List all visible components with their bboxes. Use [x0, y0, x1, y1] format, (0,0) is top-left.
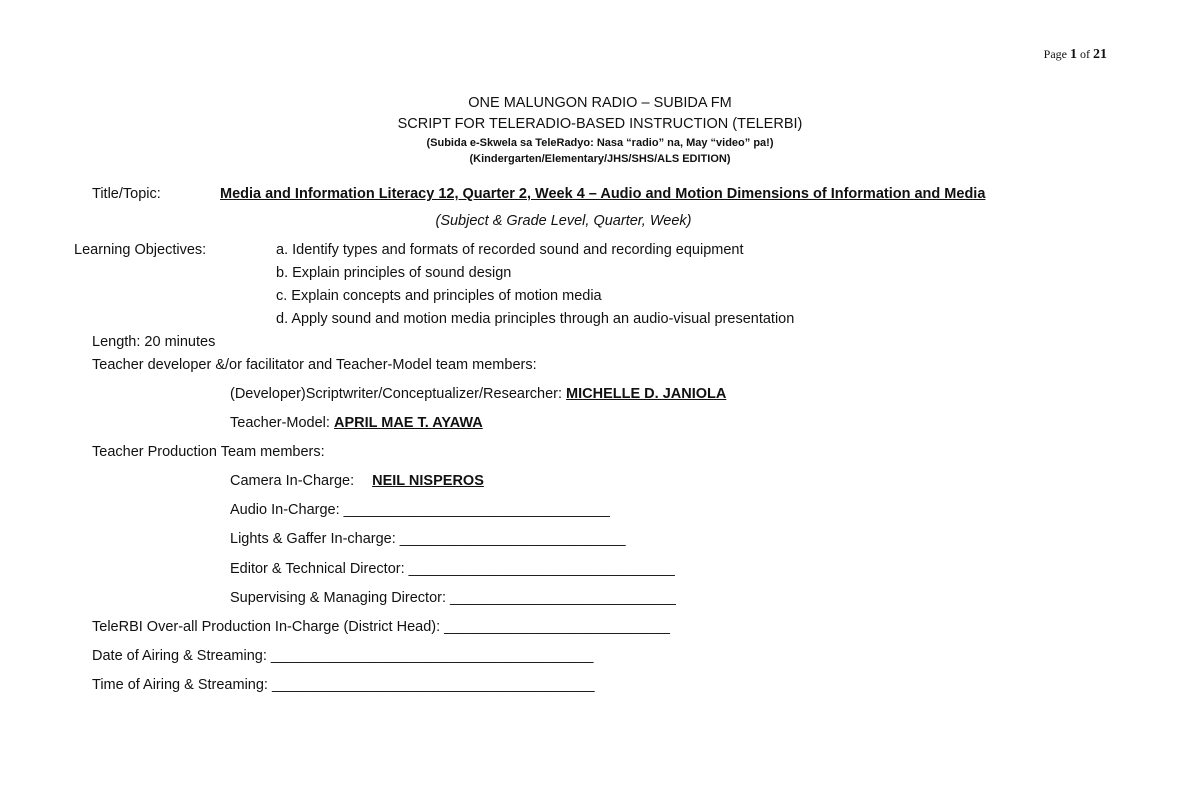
page-of-label: of: [1080, 47, 1090, 61]
page-total: 21: [1093, 47, 1107, 62]
team-heading: Teacher developer &/or facilitator and Teacher-Model team members:: [92, 357, 537, 373]
production-heading: Teacher Production Team members:: [92, 444, 325, 460]
supervising-director: Supervising & Managing Director: ____________________________: [230, 590, 676, 606]
objective-a: a. Identify types and formats of recorded sound and recording equipment: [276, 242, 744, 258]
time-airing: Time of Airing & Streaming: ________________________________________: [92, 677, 595, 693]
station-name: ONE MALUNGON RADIO – SUBIDA FM: [468, 95, 732, 111]
title-label: Title/Topic:: [92, 186, 161, 202]
objective-c: c. Explain concepts and principles of motion media: [276, 288, 602, 304]
editor-director: Editor & Technical Director: _________________________________: [230, 561, 675, 577]
document-header: [0, 93, 1200, 167]
teacher-model-name: APRIL MAE T. AYAWA: [333, 415, 483, 431]
camera-line: [230, 473, 484, 489]
developer-label: (Developer)Scriptwriter/Conceptualizer/Researcher:: [230, 386, 567, 402]
camera-label: Camera In-Charge:: [230, 473, 355, 489]
developer-name: MICHELLE D. JANIOLA: [566, 386, 727, 402]
camera-name: NEIL NISPEROS: [372, 473, 484, 489]
overall-in-charge: TeleRBI Over-all Production In-Charge (District Head): ____________________________: [92, 619, 670, 635]
page-label: Page: [1043, 47, 1067, 61]
teacher-model-line: [230, 415, 483, 431]
date-airing: Date of Airing & Streaming: ________________________________________: [92, 648, 594, 664]
page-current: 1: [1070, 47, 1077, 62]
objective-b: b. Explain principles of sound design: [276, 265, 512, 281]
objective-d: d. Apply sound and motion media principles through an audio-visual presentation: [276, 311, 795, 327]
title-hint: (Subject & Grade Level, Quarter, Week): [435, 213, 692, 229]
page-number: [1044, 47, 1107, 63]
title-value: Media and Information Literacy 12, Quarter 2, Week 4 – Audio and Motion Dimensions of Information and Media: [220, 186, 986, 202]
script-title: SCRIPT FOR TELERADIO-BASED INSTRUCTION (TELERBI): [397, 116, 803, 132]
teacher-model-label: Teacher-Model:: [230, 415, 334, 431]
edition: (Kindergarten/Elementary/JHS/SHS/ALS EDITION): [469, 153, 731, 165]
audio-in-charge: Audio In-Charge: _________________________________: [230, 502, 610, 518]
length: Length: 20 minutes: [92, 334, 216, 350]
objectives-label: Learning Objectives:: [74, 242, 207, 258]
tagline: (Subida e-Skwela sa TeleRadyo: Nasa “radio” na, May “video” pa!): [426, 137, 774, 149]
developer-line: [230, 386, 726, 402]
lights-gaffer: Lights & Gaffer In-charge: ____________________________: [230, 531, 626, 547]
